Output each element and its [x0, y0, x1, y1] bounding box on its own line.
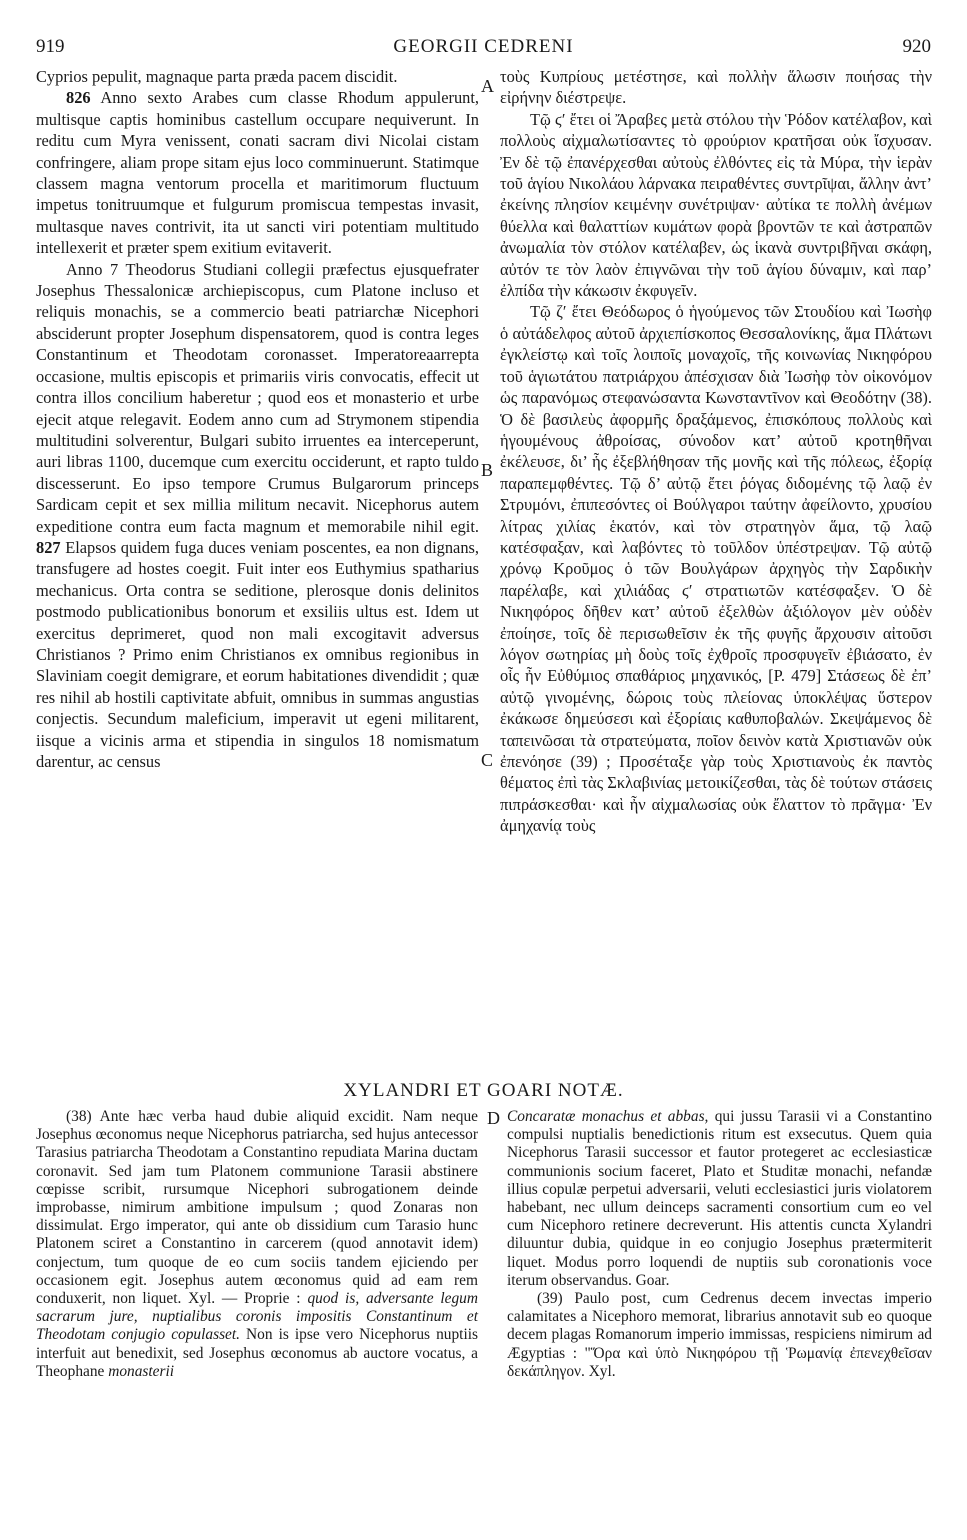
latin-text: Elapsos quidem fuga duces veniam poscentes, ea non dignans, transfugere ad hostes coegit. Fuit inter eos Euthymius spatharius mechanicus. Orta contra se seditione, plerosque donis delinitos postmodo publicationibus bonorum et exsiliis ultus est. Idem ut exercitus deprimeret, quod non mali excogitavit adversus Christianos ? Primo enim Christianos ex omnibus regionibus in Slaviniam coegit demigrare, et eorum habitationes divendidit ; quæ res nihil ab hostili captivitate abfuit, omnibus in summas angustias conjectis. Secundum maleficium, imperavit ut egeni militarent, iisque a vicinis arma et stipendia in singulos 18 nomismatum darentur, ac census	[36, 537, 479, 771]
note-38-continued	[507, 1108, 932, 1290]
latin-text: Anno sexto Arabes cum classe Rhodum appulerunt, multisque captis hominibus castellum occupare nequiverunt. In reditu cum Myra venissent, conati sacram divi Nicolai cistam confringere, aliam prope sitam ejus loco comminuerunt. Statimque classem magna ventorum procella et maritimorum fluctuum impetus tonitruumque et fulgurum promiscua tempestas invasit, multasque naves contrivit, ita ut sancti viri potentiam multitudo intellexerit et præter spem exitium evitaverit.	[36, 88, 479, 258]
note-italic: monasterii	[108, 1362, 175, 1380]
greek-paragraph: Τῷ ϛʹ ἔτει οἱ Ἄραβες μετὰ στόλου τὴν Ῥόδον κατέλαβον, καὶ πολλοὺς αἰχμαλωτίσαντες τὸ φρούριον κρατῆσαι οὐκ ἴσχυσαν. Ἐν δὲ τῷ ἐπανέρχεσθαι αὐτοὺς ἐλθόντες εἰς τὰ Μύρα, τὴν ἱερὰν τοῦ ἁγίου Νικολάου λάρνακα πειραθέντες συντρῖψαι, ἄλλην ἀντ’ ἐκείνης πλησίον κειμένην συνέτριψαν· αὐτίκα τε πολλὴ ἀνέμων θύελλα καὶ θαλαττίων κυμάτων φορὰ βροντῶν τε καὶ ἀστραπῶν ἀνωμαλία τὸν στόλον κατέλαβεν, ὡς ἱκανὰ συντριβῆναι σκάφη, αὐτόν τε τὸν λαὸν ἐπιγνῶναι τὴν τοῦ ἁγίου δύναμιν, καὶ παρ’ ἐλπίδα τὴν κάκωσιν ἐκφυγεῖν.	[500, 109, 932, 301]
notes-left-column	[36, 1108, 478, 1381]
section-number: 826	[66, 88, 91, 108]
latin-text: Anno 7 Theodorus Studiani collegii præfectus ejusquefrater Josephus Thessalonicæ archiepiscopus, cum Platone incluso et reliquis monachis, se a commercio beati patriarchæ Nicephori absciderunt propter Josephum dispensatorem, quod is contra leges Constantinum et Theodotam coronasset. Imperatoreaarrepta occasione, multis episcopis et primariis viris convocatis, effecit ut contra illos concilium haberetur ; quod eos et monasterio et urbe ejecit atque relegavit. Eodem anno cum ad Strymonem stipendia multitudini solverentur, Bulgari subito irruentes ea interceperunt, auri libras 1100, ducemque cum exercitu occiderunt, et rapto tuldo discesserunt. Eo ipso tempore Crumus Bulgarorum princeps Sardicam cepit et sex millia militum necavit. Nicephorus autem expeditione contra eum facta magnum et memorabile nihil egit.	[36, 259, 479, 536]
note-italic: Concaratæ monachus et abbas,	[507, 1108, 709, 1125]
page-header	[36, 36, 931, 58]
note-38	[36, 1108, 478, 1381]
greek-column	[500, 66, 932, 837]
note-39: (39) Paulo post, cum Cedrenus decem invectas imperio calamitates a Nicephoro memorat, librarius annotavit sub eo quoque decem plagas Romanorum imperio immissas, respiciens nimirum ad Ægyptias : "Ὅρα καὶ ὑπὸ Νικηφόρου τῇ Ῥωμανίᾳ ἐπενεχθεῖσαν δεκάπληγον. Xyl.	[507, 1290, 932, 1380]
notes-right-column	[507, 1108, 932, 1381]
greek-paragraph: Τῷ ζʹ ἔτει Θεόδωρος ὁ ἡγούμενος τῶν Στουδίου καὶ Ἰωσὴφ ὁ αὐτάδελφος αὐτοῦ ἀρχιεπίσκοπος Θεσσαλονίκης, ἅμα Πλάτωνι ἐγκλείστῳ καὶ τοῖς λοιποῖς μοναχοῖς, τῆς κοινωνίας Νικηφόρου τοῦ ἁγιωτάτου πατριάρχου ἀπέσχισαν διὰ Ἰωσὴφ τὸν οἰκονόμον ὡς παρανόμως στεφανώσαντα Κωνσταντῖνον καὶ Θεοδότην (38). Ὁ δὲ βασιλεὺς ἀφορμῆς δραξάμενος, ἐπισκόπους πολλοὺς καὶ ἡγουμένους ἀθροίσας, σύνοδον κατ’ αὐτοῦ κροτηθῆναι ἐκέλευσε, δι’ ἧς ἐξεβλήθησαν τῆς μονῆς καὶ τῆς πόλεως, ἐξορίᾳ παραπεμφθέντες. Τῷ δ’ αὐτῷ ἔτει ῥόγας διδομένης τῷ λαῷ ἐν Στρυμόνι, ἐπιπεσόντες οἱ Βούλγαροι ταύτην ἀφείλοντο, χρυσίου λίτρας χιλίας ἑκατόν, καὶ τὸν στρατηγὸν ἅμα, τῷ λαῷ κατέσφαξαν, καὶ λαβόντες τὸ τοῦλδον ὑπέστρεψαν. Τῷ αὐτῷ χρόνῳ Κροῦμος ὁ τῶν Βουλγάρων ἀρχηγὸς τὴν Σαρδικὴν παρέλαβε, καὶ χιλιάδας ϛʹ στρατιωτῶν κατέσφαξεν. Ὁ δὲ Νικηφόρος δῆθεν κατ’ αὐτοῦ ἐξελθὼν ἀξιόλογον μὲν οὐδὲν ἐποίησε, τοῖς δὲ περισωθεῖσιν ἐκ τῆς φυγῆς ἄρχουσιν αἰτοῦσι λόγον σωτηρίας μὴ δοὺς τοῖς ἐχθροῖς προσφυγεῖν ἐβιάσατο, ἐν οἷς ἦν Εὐθύμιος σπαθάριος μηχανικός, [P. 479] Στάσεως δὲ ἐπ’ αὐτῷ γινομένης, δώροις τοὺς πλείονας ὑποκλέψας ὕστερον ἐκάκωσε δημεύσεσι καὶ ἐξορίαις καθυποβαλών. Σκεψάμενος δὲ ταπεινῶσαι τὰ στρατεύματα, ποῖον δεινὸν κατὰ Χριστιανῶν οὐκ ἐπενόησε (39) ; Προσέταξε γὰρ τοὺς Χριστιανοὺς ἐκ παντὸς θέματος ἐπὶ τὰς Σκλαβινίας μετοικίζεσθαι, τὰς δὲ τούτων στάσεις πιπράσκεσθαι· καὶ ἦν αἰχμαλωσίας οὐκ ἔλαττον τὸ πρᾶγμα· Ἐν ἀμηχανίᾳ τοὺς	[500, 302, 932, 836]
greek-paragraph: τοὺς Κυπρίους μετέστησε, καὶ πολλὴν ἅλωσιν ποιήσας τὴν εἰρήνην διέστρεψε.	[500, 67, 932, 108]
note-text: (38) Ante hæc verba haud dubie aliquid excidit. Nam neque Josephus œconomus neque Nicephorus patriarcha, sed hujus antecessor Tarasius patriarcha Theodotam a Constantino repudiata Marina ductam coronavit. Sed jam tum Platonem communione Tarasii abstinere cœpisse scribit, rursumque Nicephori subrogationem deinde improbasse, nimirum ambitione impulsum ; quod Zonaras non dissimulat. Ergo imperator, qui ante ob dissidium cum Tarasio hunc Platonem sciret a Constantino in carcerem (quod annotavit idem) conjectum, tum quoque de eo cum sociis tandem ejiciendo per occasionem egit. Josephus autem œconomus quid ad eam rem conduxerit, non liquet. Xyl. — Proprie :	[36, 1108, 478, 1308]
page-number-right: 920	[902, 36, 931, 57]
section-number: 827	[36, 537, 61, 557]
notes-title: XYLANDRI ET GOARI NOTÆ.	[343, 1080, 624, 1101]
margin-letter-a: A	[481, 76, 494, 96]
margin-letter-b: B	[481, 460, 494, 480]
note-text: Non is ipse vero Nicephorus nuptiis interfuit aut benedixit, sed Josephus œconomus ab auctore vocatus, a Theophane	[36, 1326, 478, 1380]
note-text: qui jussu Tarasii vi a Constantino compulsi nuptialis benedictionis ritum est exsecutus. Quem quia Nicephorus Tarasii successor et fautor protegeret ac ecclesiasticæ communionis socium faceret, Plato et Studitæ monachi, nefandæ illius copulæ perpetui adversarii, veluti ecclesiastici juris violatorem habebant, nec ullum deinceps sacramenti consortium cum eo vel cum Nicephoro retinere decreverunt. His attentis cuncta Xylandri diluuntur dubia, quidque in eo conjugio Josephus prætermiterit liquet. Modus porro loquendi de nuptiis sub coronationis voce iterum observandus. Goar.	[507, 1108, 932, 1289]
latin-column	[36, 66, 479, 772]
latin-paragraph	[36, 259, 479, 773]
margin-letter-d: D	[487, 1108, 500, 1128]
page-number-left: 919	[36, 36, 65, 57]
note-italic: quod is, adversante legum sacrarum jure, nuptialibus coronis impositis Constantinum et Theodotam conjugio copulasset.	[36, 1290, 478, 1344]
running-title: GEORGII CEDRENI	[393, 36, 574, 57]
latin-paragraph: Cyprios pepulit, magnaque parta præda pacem discidit.	[36, 67, 398, 86]
margin-letter-c: C	[481, 750, 494, 770]
latin-paragraph	[36, 87, 479, 258]
